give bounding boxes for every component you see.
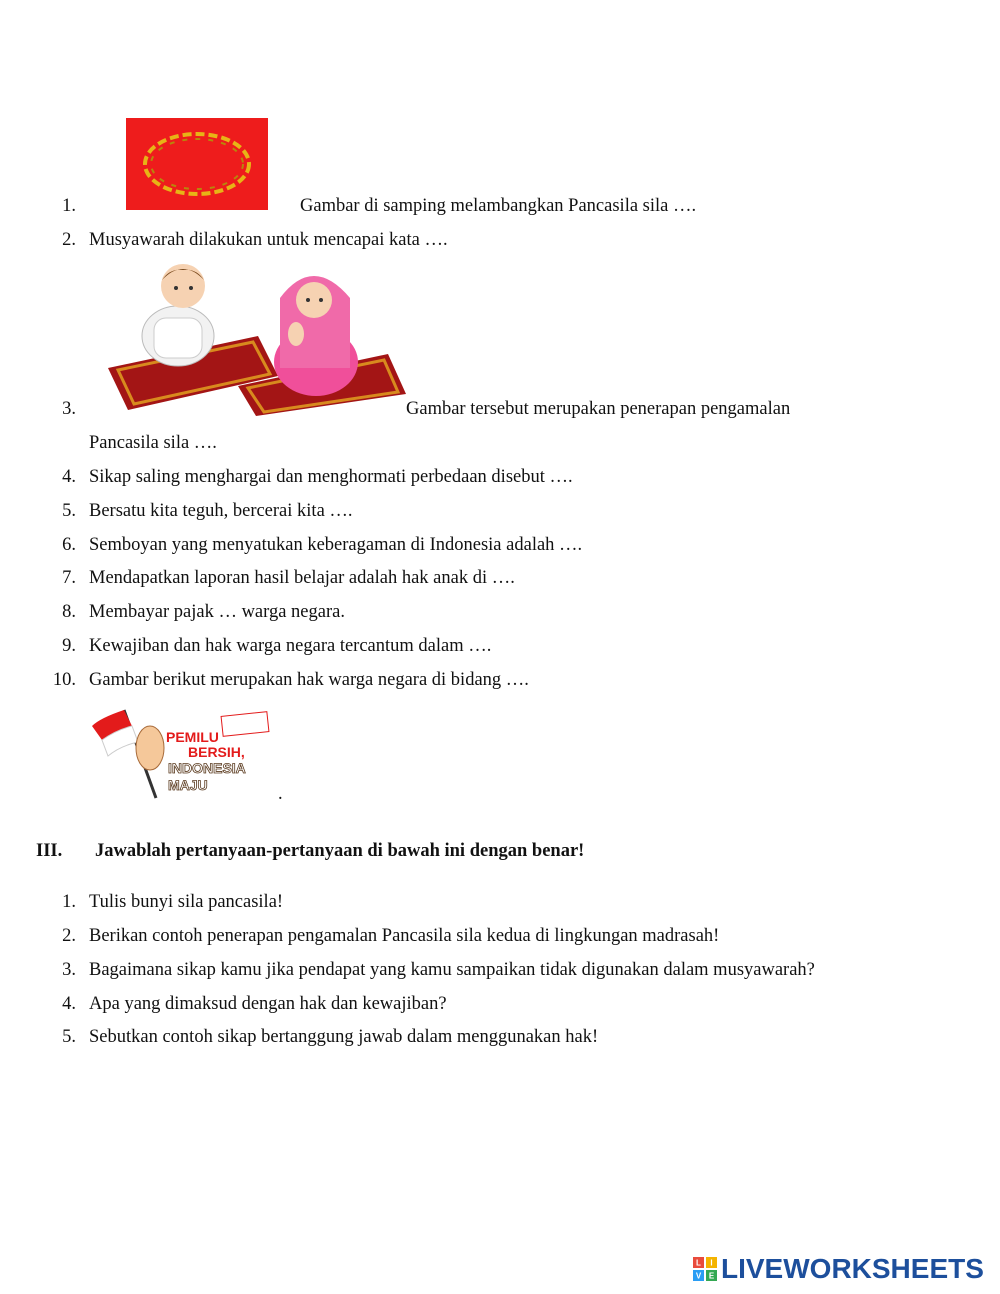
question-text: Mendapatkan laporan hasil belajar adalah hak anak di …. <box>89 568 515 588</box>
question-text: Gambar berikut merupakan hak warga negara di bidang …. <box>89 670 529 690</box>
pemilu-sign-word: MAJU <box>168 777 208 793</box>
item-number: 5. <box>62 1027 76 1047</box>
logo-icon-letter: L <box>696 1258 701 1268</box>
logo-icon-letter: E <box>708 1271 715 1281</box>
item-number: 5. <box>62 501 76 521</box>
question-text: Sebutkan contoh sikap bertanggung jawab dalam menggunakan hak! <box>89 1027 599 1047</box>
liveworksheets-logo[interactable] <box>693 1254 984 1284</box>
item-number: 6. <box>62 535 76 555</box>
item-number: 2. <box>62 230 76 250</box>
question-text: Bersatu kita teguh, bercerai kita …. <box>89 501 353 521</box>
pemilu-flag-image <box>90 700 276 800</box>
pemilu-sign-word: PEMILU <box>166 729 219 745</box>
item-number: 10. <box>52 670 76 690</box>
pemilu-sign-word: INDONESIA <box>168 760 246 776</box>
question-text: Gambar di samping melambangkan Pancasila sila …. <box>300 196 697 216</box>
question-text: Membayar pajak … warga negara. <box>89 602 345 622</box>
logo-icon-letter: I <box>710 1258 713 1268</box>
liveworksheets-logo-icon <box>693 1257 717 1281</box>
item-number: 3. <box>62 960 76 980</box>
item-number: 2. <box>62 926 76 946</box>
item-number: 8. <box>62 602 76 622</box>
question-text: Bagaimana sikap kamu jika pendapat yang kamu sampaikan tidak digunakan dalam musyawarah? <box>89 960 815 980</box>
question-text: Kewajiban dan hak warga negara tercantum dalam …. <box>89 636 492 656</box>
trailing-dot: . <box>278 784 283 804</box>
praying-children-image <box>88 258 406 416</box>
section-title: Jawablah pertanyaan-pertanyaan di bawah ini dengan benar! <box>95 841 585 861</box>
item-number: 7. <box>62 568 76 588</box>
item-number: 3. <box>62 399 76 419</box>
item-number: 4. <box>62 467 76 487</box>
pemilu-sign-word: BERSIH, <box>188 744 245 760</box>
section-roman-numeral: III. <box>36 841 63 861</box>
question-text: Apa yang dimaksud dengan hak dan kewajiban? <box>89 994 447 1014</box>
question-text: Berikan contoh penerapan pengamalan Pancasila sila kedua di lingkungan madrasah! <box>89 926 720 946</box>
question-text: Sikap saling menghargai dan menghormati perbedaan disebut …. <box>89 467 573 487</box>
item-number: 1. <box>62 892 76 912</box>
question-text: Gambar tersebut merupakan penerapan pengamalan <box>406 399 791 419</box>
question-text: Semboyan yang menyatukan keberagaman di Indonesia adalah …. <box>89 535 583 555</box>
question-text: Musyawarah dilakukan untuk mencapai kata …. <box>89 230 448 250</box>
item-number: 9. <box>62 636 76 656</box>
logo-icon-letter: V <box>695 1271 702 1281</box>
liveworksheets-logo-text: LIVEWORKSHEETS <box>721 1253 984 1284</box>
item-number: 1. <box>62 196 76 216</box>
chain-symbol-image <box>126 118 268 210</box>
item-number: 4. <box>62 994 76 1014</box>
question-text-continued: Pancasila sila …. <box>89 433 217 453</box>
question-text: Tulis bunyi sila pancasila! <box>89 892 284 912</box>
